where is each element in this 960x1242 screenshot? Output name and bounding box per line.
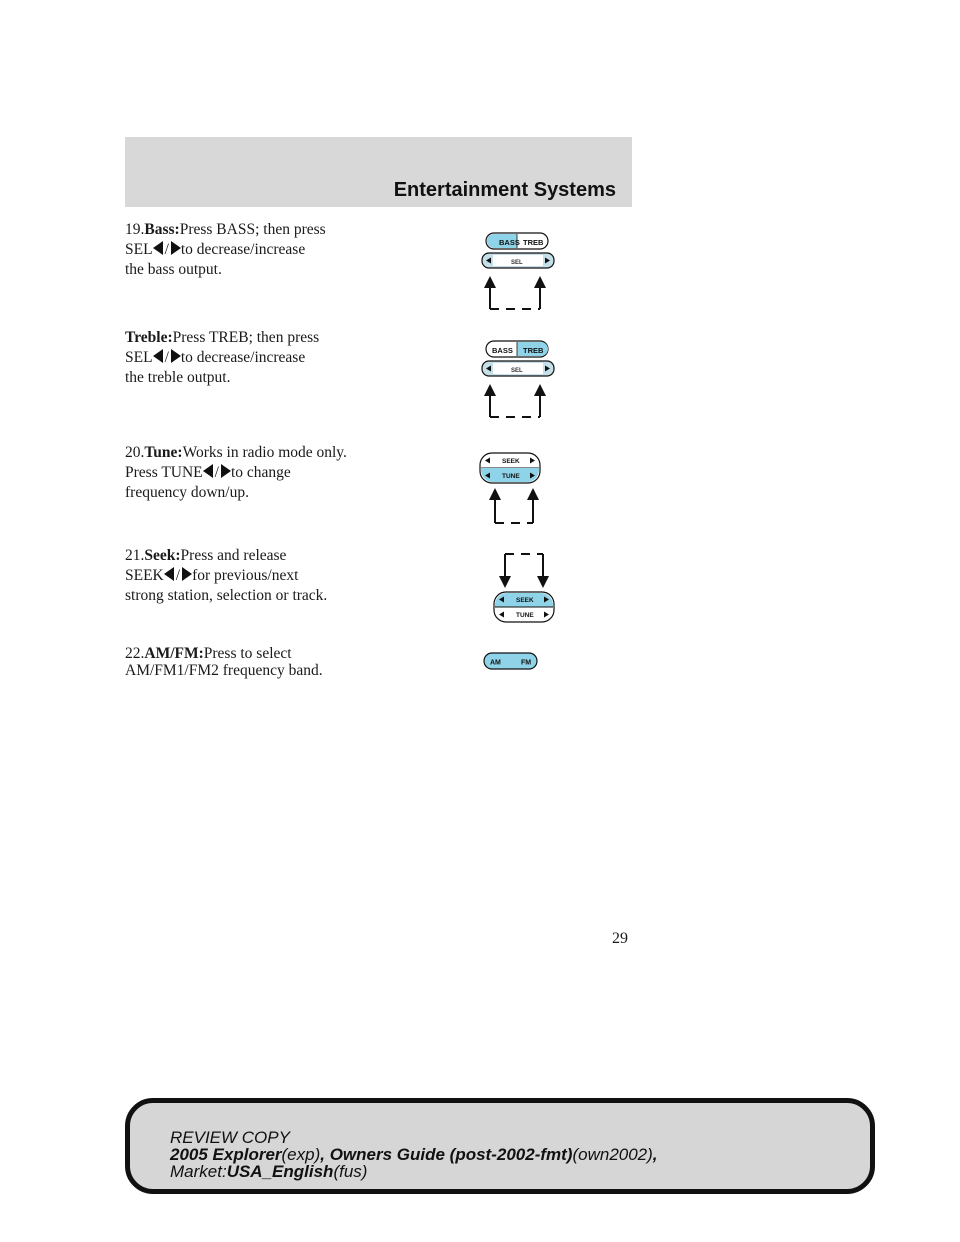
treble-control-illustration [480, 338, 560, 423]
item-label: Seek: [144, 547, 181, 564]
bass-control-illustration [480, 230, 560, 315]
item-number: 19. [125, 221, 145, 238]
section-title: Entertainment Systems [393, 179, 616, 201]
item-label: Bass: [144, 221, 180, 238]
item-text: Press BASS; then press [179, 221, 326, 238]
model-name: 2005 Explorer [170, 1145, 282, 1164]
guide-code: (own2002) [572, 1145, 653, 1164]
left-arrow-icon [203, 464, 213, 478]
item-text: Works in radio mode only. [182, 444, 347, 461]
seek-button: SEEK [502, 458, 520, 465]
sel-button: SEL [511, 260, 523, 266]
market-label: Market: [170, 1162, 227, 1181]
slash: / [164, 349, 169, 366]
item-number: 21. [125, 547, 145, 564]
item-text: Press TREB; then press [172, 329, 320, 346]
seek-control-illustration [488, 548, 558, 628]
market-code: (fus) [333, 1162, 368, 1181]
right-arrow-icon [221, 464, 231, 478]
bass-button: BASS [499, 238, 520, 247]
right-arrow-icon [182, 567, 192, 581]
item-tune [125, 443, 395, 503]
review-copy-text [170, 1129, 658, 1180]
fm-button: FM [521, 659, 532, 667]
review-copy-box [125, 1098, 875, 1194]
tune-control-illustration [478, 450, 548, 530]
item-text: frequency down/up. [125, 484, 249, 501]
treb-button: TREB [523, 238, 544, 247]
item-number: 22. [125, 645, 145, 662]
item-text: for previous/next [192, 567, 299, 584]
amfm-control-illustration [482, 650, 542, 674]
review-label: REVIEW COPY [170, 1128, 290, 1147]
item-text: Press and release [180, 547, 287, 564]
page-number: 29 [612, 930, 628, 947]
item-text: the treble output. [125, 369, 231, 386]
item-bass [125, 220, 395, 280]
separator: , [320, 1145, 330, 1164]
item-amfm [125, 645, 395, 679]
slash: / [164, 241, 169, 258]
header-band [125, 137, 632, 207]
am-button: AM [490, 659, 501, 667]
right-arrow-icon [171, 349, 181, 363]
item-text: the bass output. [125, 261, 222, 278]
market-name: USA_English [226, 1162, 334, 1181]
item-label: Tune: [144, 444, 183, 461]
item-text: to change [230, 464, 291, 481]
left-arrow-icon [153, 241, 163, 255]
slash: / [214, 464, 219, 481]
separator: , [652, 1145, 658, 1164]
item-label: AM/FM: [144, 645, 204, 662]
guide-name: Owners Guide (post-2002-fmt) [329, 1145, 573, 1164]
sel-button: SEL [511, 368, 523, 374]
treb-button: TREB [523, 346, 544, 355]
item-text: Press TUNE [125, 464, 203, 481]
item-text: AM/FM1/FM2 frequency band. [125, 662, 323, 679]
item-text: SEL [125, 349, 153, 366]
slash: / [175, 567, 181, 584]
item-number: 20. [125, 444, 145, 461]
item-text: Press to select [203, 645, 292, 662]
item-text: SEL [125, 241, 153, 258]
bass-button: BASS [492, 346, 513, 355]
left-arrow-icon [164, 567, 174, 581]
item-text: to decrease/increase [180, 241, 306, 258]
item-label: Treble: [125, 329, 173, 346]
tune-button: TUNE [516, 612, 534, 619]
item-text: SEEK [125, 567, 164, 584]
item-text: strong station, selection or track. [125, 587, 328, 604]
item-text: to decrease/increase [180, 349, 306, 366]
tune-button: TUNE [502, 473, 520, 480]
item-treble [125, 328, 395, 388]
seek-button: SEEK [516, 597, 534, 604]
left-arrow-icon [153, 349, 163, 363]
item-seek [125, 546, 395, 606]
right-arrow-icon [171, 241, 181, 255]
model-code: (exp) [281, 1145, 321, 1164]
